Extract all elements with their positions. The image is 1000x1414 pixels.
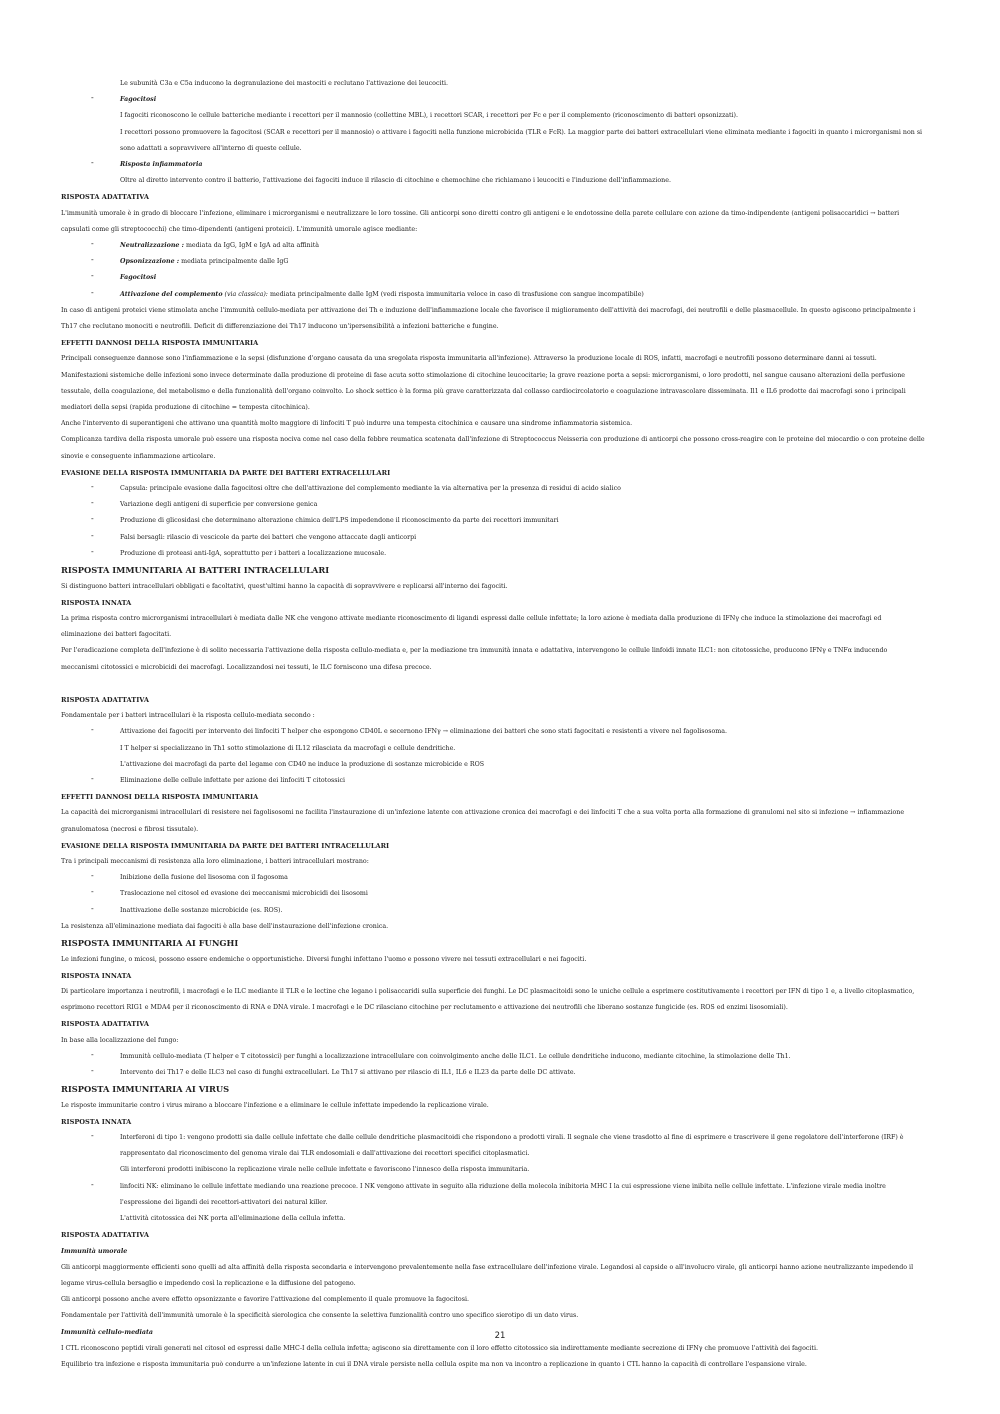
line-text: Di particolare importanza i neutrofili, i macrofagi e le ILC mediante il TLR e le lectine che legano i polisaccaridi sulla superficie dei funghi. Le DC plasmacitoidi sono le uniche cellule a esprimere costitutivamente i recettori per IFN di tipo 1 e, a livello citoplasmatico,: [61, 987, 915, 995]
bullet-item: [61, 497, 939, 513]
line-text: Gli anticorpi maggiormente efficienti sono quelli ad alta affinità della risposta secondaria e intervengono prevalentemente nella fase extracellulare dell'infezione virale. Legandosi al capside o all'involucro virale, gli anticorpi hanno azione neutralizzante impedendo il: [61, 1263, 914, 1271]
bullet-label: Fagocitosi: [120, 274, 157, 282]
line-text: Capsula: principale evasione dalla fagocitosi oltre che dell'attivazione del complemento mediante la via alternativa per la presenza di residui di acido sialico: [120, 485, 621, 493]
paragraph-line: [61, 416, 939, 432]
paragraph-line: [61, 319, 939, 335]
bullet-label: Opsonizzazione :: [120, 258, 180, 266]
line-text: Le risposte immunitarie contro i virus mirano a bloccare l'infezione e a eliminare le cellule infettate impedendo la replicazione virale.: [61, 1101, 489, 1109]
line-text: Si distinguono batteri intracellulari obbligati e facoltativi, quest'ultimi hanno la capacità di sopravvivere e replicarsi all'interno dei fagociti.: [61, 582, 508, 590]
line-text: Attivazione dei fagociti per intervento dei linfociti T helper che espongono CD40L e secernono IFNγ → eliminazione dei batteri che sono stati fagocitati e resistenti a vivere nel fagolisosoma.: [120, 728, 728, 736]
paragraph-line: [61, 1357, 939, 1373]
paragraph-line: [61, 1098, 939, 1114]
line-text: Inibizione della fusione del lisosoma con il fagosoma: [120, 874, 288, 882]
paragraph-line: [61, 400, 939, 416]
bullet-qualifier: (via classica):: [222, 290, 268, 298]
indented-line: rappresentato dal riconoscimento del genoma virale dai TLR endosomiali e dall'attivazione dei recettori specifici citoplasmatici.: [120, 1150, 530, 1158]
section-heading: RISPOSTA ADATTATIVA: [61, 696, 150, 704]
indented-line: I fagociti riconoscono le cellule batteriche mediante i recettori per il mannosio (collettine MBL), i recettori SCAR, i recettori per Fc e per il complemento (riconoscimento di batteri opsonizzati).: [120, 112, 739, 120]
line-text: Traslocazione nel citosol ed evasione dei meccanismi microbicidi dei lisosomi: [120, 890, 368, 898]
bullet-item: [61, 481, 939, 497]
chapter-heading: RISPOSTA IMMUNITARIA AI VIRUS: [61, 1084, 230, 1095]
line-text: meccanismi citotossici e microbicidi dei macrofagi. Localizzandosi nei tessuti, le ILC forniscono una difesa precoce.: [61, 663, 432, 671]
indented-line: I recettori possono promuovere la fagocitosi (SCAR e recettori per il mannosio) o attivare i fagociti nella funzione microbicida (TLR e FcR). La maggior parte dei batteri extracellulari viene eliminata mediante i fagociti in quanto i microrganismi non si: [120, 128, 923, 136]
bullet-item: [61, 724, 939, 740]
indented-line: Le subunità C3a e C5a inducono la degranulazione dei mastociti e reclutano l'attivazione dei leucociti.: [120, 80, 449, 87]
bullet-item: [61, 1065, 939, 1081]
line-text: Gli anticorpi possono anche avere effetto opsonizzante e favorire l'attivazione del complemento il quale promuove la fagocitosi.: [61, 1296, 469, 1304]
line-text: mediata principalmente dalle IgG: [179, 258, 289, 266]
line-text: Produzione di glicosidasi che determinano alterazione chimica dell'LPS impedendone il riconoscimento da parte dei recettori immunitari: [120, 517, 559, 525]
subsection-heading: Immunità umorale: [61, 1247, 128, 1255]
indented-line: l'espressione dei ligandi dei recettori-attivatori dei natural killer.: [120, 1198, 328, 1206]
line-text: mediata principalmente dalle IgM (vedi risposta immunitaria veloce in caso di trasfusione con sangue incompatibile): [267, 290, 644, 298]
line-text: In caso di antigeni proteici viene stimolata anche l'immunità cellulo-mediata per attivazione dei Th e induzione dell'infiammazione locale che favorisce il miglioramento dell'attività dei macrofagi, dei neutrofili e delle plasmacellule. In questo agiscono principalmente i: [61, 306, 916, 314]
paragraph-line: [61, 611, 939, 627]
line-text: Fondamentale per i batteri intracellulari è la risposta cellulo-mediata secondo :: [61, 712, 315, 720]
line-text: Intervento dei Th17 e delle ILC3 nel caso di funghi extracellulari. Le Th17 si attivano per rilascio di IL1, IL6 e IL23 da parte delle DC attivate.: [120, 1068, 576, 1076]
page-number: 21: [494, 1331, 506, 1341]
line-text: Interferoni di tipo 1: vengono prodotti sia dalle cellule infettate che dalle cellule dendritiche plasmacitoidi che rispondono a prodotti virali. Il segnale che viene trasdotto al fine di esprimere e trascrivere il gene regolatore dell'interferone (IRF) è: [120, 1134, 904, 1142]
line-text: esprimono recettori RIG1 e MDA4 per il riconoscimento di RNA e DNA virale. I macrofagi e le DC rilasciano citochine per reclutamento e attivazione dei neutrofili che liberano sostanze fungicide (es. ROS ed enzimi lisosomiali).: [61, 1004, 788, 1012]
section-heading: RISPOSTA INNATA: [61, 1117, 132, 1126]
line-text: sinovie e conseguente infiammazione articolare.: [61, 452, 216, 460]
line-text: In base alla localizzazione del fungo:: [61, 1036, 179, 1044]
paragraph-line: [61, 1000, 939, 1016]
subsection-heading: Immunità cellulo-mediata: [61, 1328, 153, 1336]
line-text: Per l'eradicazione completa dell'infezione è di solito necessaria l'attivazione della risposta cellulo-mediata e, per la mediazione tra immunità innata e adattativa, intervengono le cellule linfoidi innate ILC1: non citotossiche, producono IFNγ e TNFα inducendo: [61, 647, 888, 655]
line-text: Eliminazione delle cellule infettate per azione dei linfociti T citotossici: [120, 777, 346, 785]
bullet-label: Neutralizzazione :: [120, 242, 184, 250]
line-text: Anche l'intervento di superantigeni che attivano una quantità molto maggiore di linfociti T può indurre una tempesta citochinica e causare una sindrome infiammatoria sistemica.: [61, 420, 633, 428]
bullet-label: Attivazione del complemento: [120, 290, 223, 298]
paragraph-line: [61, 432, 939, 448]
paragraph-line: [61, 579, 939, 595]
line-text: Principali conseguenze dannose sono l'infiammazione e la sepsi (disfunzione d'organo causata da una sregolata risposta immunitaria all'infezione). Attraverso la produzione locale di ROS, infatti, macrofagi e neutrofili possono determinare danni ai tessuti.: [61, 355, 877, 363]
line-text: Produzione di proteasi anti-IgA, soprattutto per i batteri a localizzazione mucosale.: [120, 549, 387, 557]
section-heading: RISPOSTA ADATTATIVA: [61, 1020, 150, 1029]
line-text: Equilibrio tra infezione e risposta immunitaria può condurre a un'infezione latente in cui il DNA virale persiste nella cellula ospite ma non va incontro a replicazione in quanto i CTL hanno la capacità di controllare l'espansione virale.: [61, 1360, 807, 1368]
paragraph-line: [61, 660, 939, 676]
bullet-item: [61, 513, 939, 529]
bullet-item: [61, 287, 939, 303]
line-text: Variazione degli antigeni di superficie per conversione genica: [120, 501, 318, 509]
paragraph-line: [61, 919, 939, 935]
paragraph-line: [61, 303, 939, 319]
indented-line: L'attivazione dei macrofagi da parte del legame con CD40 ne induce la produzione di sostanze microbicide e ROS: [120, 760, 485, 768]
bullet-item: [61, 546, 939, 562]
bullet-item: [61, 530, 939, 546]
line-text: eliminazione dei batteri fagocitati.: [61, 631, 172, 639]
paragraph-line: [61, 384, 939, 400]
bullet-item: [61, 254, 939, 270]
bullet-item: [61, 886, 939, 902]
section-heading: RISPOSTA ADATTATIVA: [61, 1231, 150, 1240]
line-text: Inattivazione delle sostanze microbicide (es. ROS).: [120, 906, 283, 914]
spacer: [61, 676, 939, 692]
bullet-label: Fagocitosi: [120, 96, 157, 104]
bullet-item: [61, 903, 939, 919]
bullet-item: [61, 773, 939, 789]
line-text: La resistenza all'eliminazione mediata dai fagociti è alla base dell'instaurazione dell'infezione cronica.: [61, 922, 389, 930]
line-text: L'immunità umorale è in grado di bloccare l'infezione, eliminare i microrganismi e neutralizzare le loro tossine. Gli anticorpi sono diretti contro gli antigeni e le endotossine della parete cellulare con azione da timo-indipendente (antigeni polisaccaridici → batteri: [61, 209, 900, 217]
paragraph-line: [61, 1260, 939, 1276]
chapter-heading: RISPOSTA IMMUNITARIA AI BATTERI INTRACELLULARI: [61, 565, 330, 576]
section-heading: EVASIONE DELLA RISPOSTA IMMUNITARIA DA PARTE DEI BATTERI INTRACELLULARI: [61, 841, 390, 850]
line-text: La prima risposta contro microrganismi intracellulari è mediata dalle NK che vengono attivate mediante riconoscimento di ligandi espressi dalle cellule infettate; la loro azione è mediata dalla produzione di IFNγ che induce la stimolazione dei macrofagi ed: [61, 615, 882, 622]
paragraph-line: [61, 1292, 939, 1308]
bullet-item: [61, 1179, 939, 1195]
section-heading: RISPOSTA INNATA: [61, 971, 132, 980]
indented-line: sono adattati a sopravvivere all'interno di queste cellule.: [120, 144, 302, 152]
paragraph-line: [61, 643, 939, 659]
line-text: mediata da IgG, IgM e IgA ad alta affinità: [183, 242, 320, 250]
line-text: Tra i principali meccanismi di resistenza alla loro eliminazione, i batteri intracellulari mostrano:: [61, 858, 369, 866]
bullet-item: [61, 1049, 939, 1065]
section-heading: RISPOSTA ADATTATIVA: [61, 193, 150, 202]
line-text: mediatori della sepsi (rapida produzione di citochine = tempesta citochinica).: [61, 404, 310, 412]
line-text: tessutale, della coagulazione, del metabolismo e della funzionalità dell'organo coinvolto. Lo shock settico è la forma più grave caratterizzata dal collasso cardiocircolatorio e coagulazione intravascolare disseminata. Il1 e IL6 prodotte dai macrofagi sono i principali: [61, 387, 906, 395]
section-heading: EVASIONE DELLA RISPOSTA IMMUNITARIA DA PARTE DEI BATTERI EXTRACELLULARI: [61, 468, 391, 477]
bullet-item: [61, 870, 939, 886]
line-text: Complicanza tardiva della risposta umorale può essere una risposta nociva come nel caso della febbre reumatica scatenata dall'infezione di Streptococcus Neisseria con produzione di anticorpi che possono cross-reagire con le proteine del miocardio o con proteine delle: [61, 436, 925, 444]
indented-line: Gli interferoni prodotti inibiscono la replicazione virale nelle cellule infettate e favoriscono l'innesco della risposta immunitaria.: [120, 1166, 530, 1174]
chapter-heading: RISPOSTA IMMUNITARIA AI FUNGHI: [61, 938, 239, 949]
line-text: Manifestazioni sistemiche delle infezioni sono invece determinate dalla produzione di proteine di fase acuta sotto stimolazione di citochine leucocitarie; la grave reazione porta a sepsi: microrganismi, o loro prodotti, nel sangue causano alterazioni della perfusione: [61, 371, 906, 379]
line-text: Fondamentale per l'attività dell'immunità umorale è la specificità sierologica che consente la selettiva funzionalità contro uno specifico sierotipo di un dato virus.: [61, 1312, 579, 1320]
bullet-item: [61, 270, 939, 286]
indented-line: I T helper si specializzano in Th1 sotto stimolazione di IL12 rilasciata da macrofagi e cellule dendritiche.: [120, 744, 456, 752]
paragraph-line: [61, 351, 939, 367]
page-content: [61, 76, 939, 1373]
line-text: Th17 che reclutano monociti e neutrofili. Deficit di differenziazione dei Th17 inducono un'ipersensibilità a infezioni batteriche e fungine.: [61, 323, 499, 331]
line-text: granulomatosa (necrosi e fibrosi tissutale).: [61, 825, 199, 833]
section-heading: EFFETTI DANNOSI DELLA RISPOSTA IMMUNITARIA: [61, 339, 259, 348]
line-text: Falsi bersagli: rilascio di vescicole da parte dei batteri che vengono attaccate dagli anticorpi: [120, 533, 417, 541]
section-heading: RISPOSTA INNATA: [61, 598, 132, 607]
paragraph-line: [61, 805, 939, 821]
paragraph-line: [61, 368, 939, 384]
paragraph-line: [61, 627, 939, 643]
paragraph-line: [61, 222, 939, 238]
paragraph-line: [61, 854, 939, 870]
indented-line: Oltre al diretto intervento contro il batterio, l'attivazione dei fagociti induce il rilascio di citochine e chemochine che richiamano i leucociti e l'induzione dell'infiammazione.: [120, 177, 671, 185]
paragraph-line: [61, 952, 939, 968]
bullet-item: [61, 157, 939, 173]
paragraph-line: [61, 822, 939, 838]
bullet-item: [61, 238, 939, 254]
line-text: legame virus-cellula bersaglio e impedendo così la replicazione e la diffusione del patogeno.: [61, 1279, 356, 1287]
paragraph-line: [61, 1341, 939, 1357]
paragraph-line: [61, 984, 939, 1000]
paragraph-line: [61, 1308, 939, 1324]
line-text: I CTL riconoscono peptidi virali generati nel citosol ed espressi dalle MHC-I della cellula infetta; agiscono sia direttamente con il loro effetto citotossico sia indirettamente mediante secrezione di IFNγ che promuove l'attività dei fagociti.: [61, 1344, 818, 1352]
line-text: Immunità cellulo-mediata (T helper e T citotossici) per funghi a localizzazione intracellulare con coinvolgimento anche delle ILC1. Le cellule dendritiche inducono, mediante citochine, la stimolazione delle Th1.: [120, 1052, 791, 1060]
bullet-label: Risposta infiammatoria: [120, 161, 203, 169]
paragraph-line: [61, 206, 939, 222]
section-heading: EFFETTI DANNOSI DELLA RISPOSTA IMMUNITARIA: [61, 793, 259, 802]
paragraph-line: [61, 1276, 939, 1292]
paragraph-line: [61, 708, 939, 724]
line-text: Le infezioni fungine, o micosi, possono essere endemiche o opportunistiche. Diversi funghi infettano l'uomo e possono vivere nei tessuti extracellulari e nei fagociti.: [61, 955, 587, 963]
paragraph-line: [61, 449, 939, 465]
paragraph-line: [61, 1033, 939, 1049]
line-text: capsulati come gli streptococchi) che timo-dipendenti (antigeni proteici). L'immunità umorale agisce mediante:: [61, 225, 418, 233]
bullet-item: [61, 92, 939, 108]
indented-line: L'attività citotossica dei NK porta all'eliminazione della cellula infetta.: [120, 1215, 346, 1223]
line-text: linfociti NK: eliminano le cellule infettate mediando una reazione precoce. I NK vengono attivate in seguito alla riduzione della molecola inibitoria MHC I la cui espressione viene inibita nelle cellule infettate. L'infezione virale media inoltre: [120, 1182, 886, 1190]
bullet-item: [61, 1130, 939, 1146]
line-text: La capacità dei microrganismi intracellulari di resistere nei fagolisosomi ne facilita l'instaurazione di un'infezione latente con attivazione cronica dei macrofagi e dei linfociti T che a sua volta porta alla formazione di granulomi nel sito si infezione → infiammazione: [61, 809, 905, 817]
